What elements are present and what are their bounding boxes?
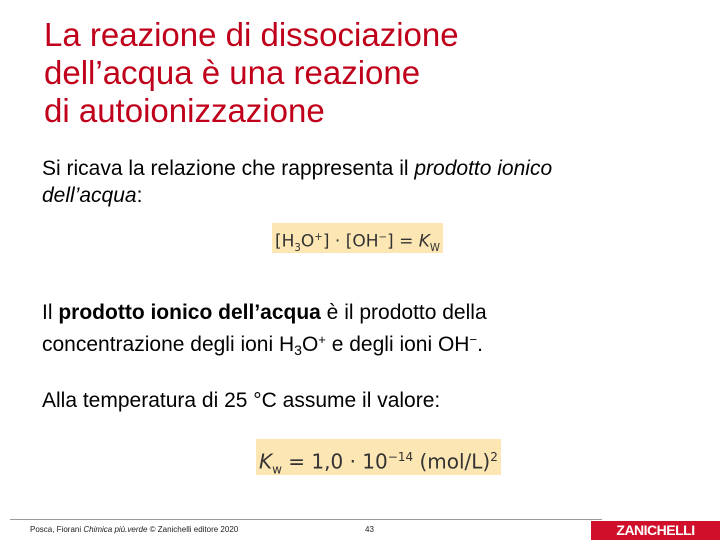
def-o: O xyxy=(301,333,319,356)
def-bold: prodotto ionico dell’acqua xyxy=(58,301,321,324)
formula2-eq: = 1,0 · 10 xyxy=(281,449,388,474)
def-text-c: e degli ioni OH xyxy=(325,333,470,356)
title-line-2: dell’acqua è una reazione xyxy=(44,54,421,91)
title-line-3: di autoionizzazione xyxy=(44,92,325,129)
formula1-end: ] = xyxy=(387,231,419,252)
def-sub-3: 3 xyxy=(294,342,302,358)
formula1-part: [H xyxy=(275,231,295,252)
footer-authors: Posca, Fiorani xyxy=(30,525,84,534)
def-text-a: è il prodotto della xyxy=(320,301,487,324)
intro-text: Si ricava la relazione che rappresenta il xyxy=(42,157,415,180)
def-text-d: . xyxy=(477,333,483,356)
formula2-unit-exp: 2 xyxy=(490,450,498,464)
zanichelli-logo: ZANICHELLI xyxy=(591,521,720,540)
formula1-sup-plus: + xyxy=(314,232,323,243)
formula1-middle: ] · [OH xyxy=(322,231,379,252)
ionic-product-formula xyxy=(272,223,443,253)
formula1-k-sub: W xyxy=(429,243,440,255)
page-number: 43 xyxy=(365,525,374,534)
paragraph-temperature: Alla temperatura di 25 °C assume il valore: xyxy=(42,389,441,412)
formula2-exp: −14 xyxy=(387,450,414,464)
slide-title xyxy=(44,16,684,130)
footer-book-title: Chimica più.verde xyxy=(83,525,148,534)
formula2-k: K xyxy=(259,449,273,474)
formula1-sub: 3 xyxy=(294,243,301,255)
paragraph-definition xyxy=(42,299,702,364)
intro-emphasis-1: prodotto ionico xyxy=(414,157,553,180)
formula1-k: K xyxy=(418,231,430,252)
formula2-k-sub: w xyxy=(272,462,282,477)
kw-value-formula xyxy=(256,439,501,475)
formula1-o: O xyxy=(300,231,315,252)
slide-footer xyxy=(0,517,720,540)
def-text-b: concentrazione degli ioni H xyxy=(42,333,295,356)
def-sup-plus: + xyxy=(318,332,326,347)
paragraph-ionic-product-intro xyxy=(42,155,682,209)
footer-publisher: © Zanichelli editore 2020 xyxy=(147,525,239,534)
formula2-unit: (mol/L) xyxy=(413,449,491,474)
footer-credits xyxy=(30,525,238,534)
def-sup-minus: − xyxy=(469,332,478,347)
intro-colon: : xyxy=(136,184,143,207)
def-lead: Il xyxy=(42,301,59,324)
intro-emphasis-2: dell’acqua xyxy=(42,184,137,207)
title-line-1: La reazione di dissociazione xyxy=(44,16,459,53)
footer-divider xyxy=(10,519,602,520)
formula1-sup-minus: − xyxy=(378,232,388,243)
